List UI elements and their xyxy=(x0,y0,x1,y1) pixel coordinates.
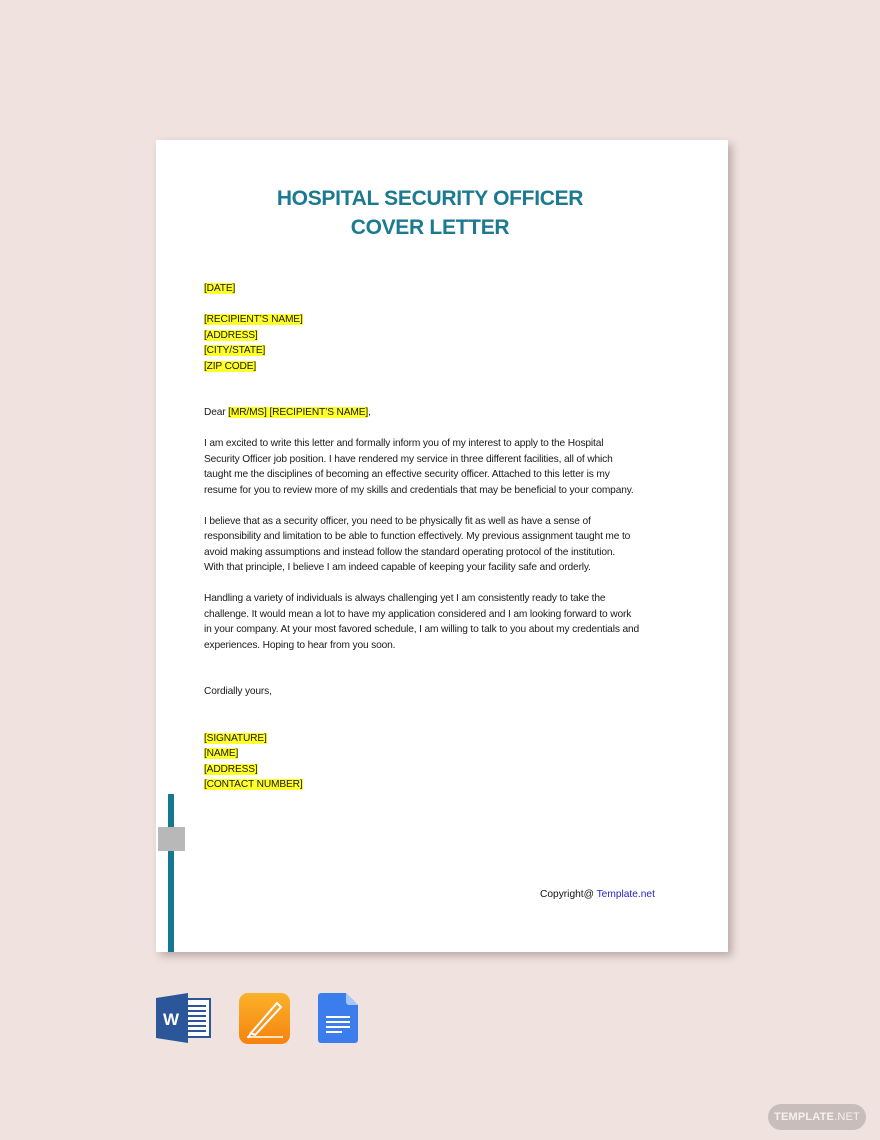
title-line-2: COVER LETTER xyxy=(350,216,510,239)
template-net-watermark: TEMPLATE.NET xyxy=(768,1104,866,1130)
signature-placeholder: [SIGNATURE] xyxy=(204,732,267,744)
svg-text:W: W xyxy=(162,1010,180,1029)
template-net-link[interactable]: Template.net xyxy=(596,889,655,900)
sender-name-placeholder: [NAME] xyxy=(204,748,239,759)
closing: Cordially yours, xyxy=(204,686,272,697)
recipient-address-placeholder: [ADDRESS] xyxy=(204,329,258,341)
sender-contact-placeholder: [CONTACT NUMBER] xyxy=(204,779,303,790)
recipient-city-state-placeholder: [CITY/STATE] xyxy=(204,345,266,356)
recipient-name-placeholder: [RECIPIENT’S NAME] xyxy=(204,314,303,325)
copyright-notice: Copyright@ Template.net xyxy=(540,889,655,900)
title-line-1: HOSPITAL SECURITY OFFICER xyxy=(276,187,584,210)
decorative-accent-box xyxy=(158,827,185,851)
apple-pages-icon[interactable] xyxy=(239,993,290,1049)
paragraph-1: I am excited to write this letter and formally inform you of my interest to apply to the Hospital Security Officer job position. I have rendered my service in three different facilities, all of which taught me the disciplines of becoming an effective security officer. Attached to this letter is my resume for you to review more of my skills and credentials that may be beneficial to your company. xyxy=(204,438,634,496)
decorative-accent-bar xyxy=(168,794,174,952)
document-title xyxy=(156,184,704,242)
document-page xyxy=(156,140,728,952)
recipient-zip-placeholder: [ZIP CODE] xyxy=(204,360,257,372)
salutation-name-placeholder: [RECIPIENT’S NAME] xyxy=(269,407,369,418)
date-placeholder: [DATE] xyxy=(204,283,236,294)
salutation-title-placeholder: [MR/MS] xyxy=(228,407,267,418)
google-docs-icon[interactable] xyxy=(318,993,358,1048)
microsoft-word-icon[interactable] xyxy=(156,993,212,1048)
paragraph-2: I believe that as a security officer, you need to be physically fit as well as have a sense of responsibility and limitation to be able to function effectively. My previous assignment taught me to avoid making assumptions and instead follow the standard operating protocol of the institution. With that principle, I believe I am indeed capable of keeping your facility safe and orderly. xyxy=(204,515,631,573)
sender-address-placeholder: [ADDRESS] xyxy=(204,763,258,775)
letter-body xyxy=(204,281,674,793)
salutation: Dear [MR/MS] [RECIPIENT’S NAME], xyxy=(204,407,371,418)
paragraph-3: Handling a variety of individuals is always challenging yet I am consistently ready to take the challenge. It would mean a lot to have my application considered and I am looking forward to work in your company. At your most favored schedule, I am willing to talk to you about my credentials and experiences. Hoping to hear from you soon. xyxy=(204,593,639,651)
